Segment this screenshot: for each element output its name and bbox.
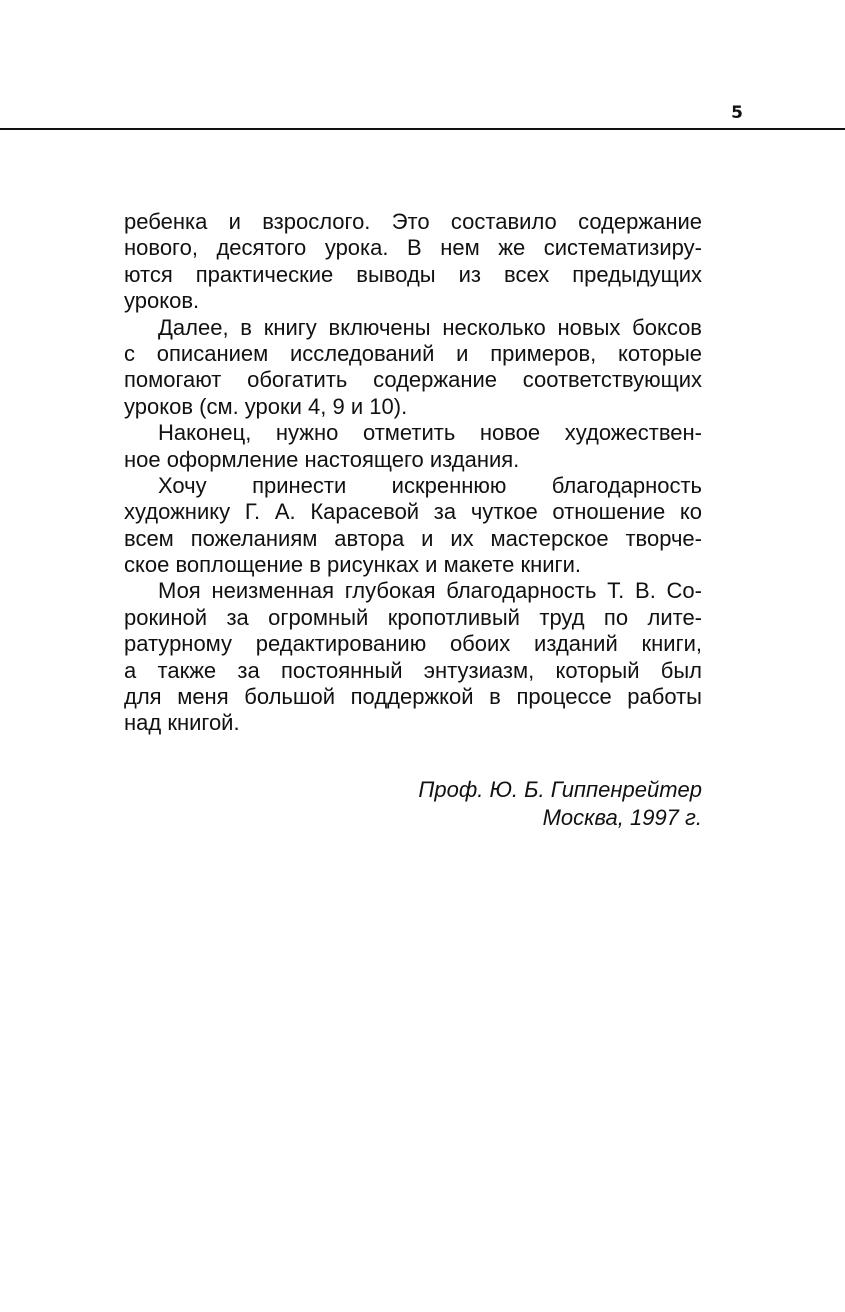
text-line: с описанием исследований и примеров, которые [124, 340, 702, 366]
text-line: нового, десятого урока. В нем же систематизиру- [124, 235, 702, 261]
text-line: рокиной за огромный кропотливый труд по лите- [124, 604, 702, 630]
text-line: для меня большой поддержкой в процессе работы [124, 684, 702, 710]
text-line: Моя неизменная глубокая благодарность Т. В. Со- [158, 578, 702, 604]
signature-block [124, 776, 702, 832]
text-line: ратурному редактированию обоих изданий книги, [124, 631, 702, 657]
body-text [124, 209, 702, 737]
text-line: а также за постоянный энтузиазм, который был [124, 657, 702, 683]
header-rule [0, 128, 845, 130]
text-line: ское воплощение в рисунках и макете книги. [124, 552, 581, 578]
text-line: Далее, в книгу включены несколько новых боксов [158, 314, 702, 340]
text-line: Хочу принести искреннюю благодарность [158, 472, 702, 498]
page-number: 5 [731, 103, 743, 123]
text-line: Наконец, нужно отметить новое художествен- [158, 420, 702, 446]
text-line: над книгой. [124, 710, 240, 736]
signature-author: Проф. Ю. Б. Гиппенрейтер [418, 777, 702, 802]
text-line: всем пожеланиям автора и их мастерское творче- [124, 525, 702, 551]
text-line: ребенка и взрослого. Это составило содержание [124, 209, 702, 234]
signature-place-date: Москва, 1997 г. [542, 805, 702, 830]
text-line: ное оформление настоящего издания. [124, 446, 520, 472]
text-line: ются практические выводы из всех предыдущих [124, 261, 702, 287]
text-line: помогают обогатить содержание соответствующих [124, 367, 702, 393]
text-line: художнику Г. А. Карасевой за чуткое отношение ко [124, 499, 702, 525]
text-line: уроков. [124, 288, 200, 314]
text-line: уроков (см. уроки 4, 9 и 10). [124, 393, 408, 419]
